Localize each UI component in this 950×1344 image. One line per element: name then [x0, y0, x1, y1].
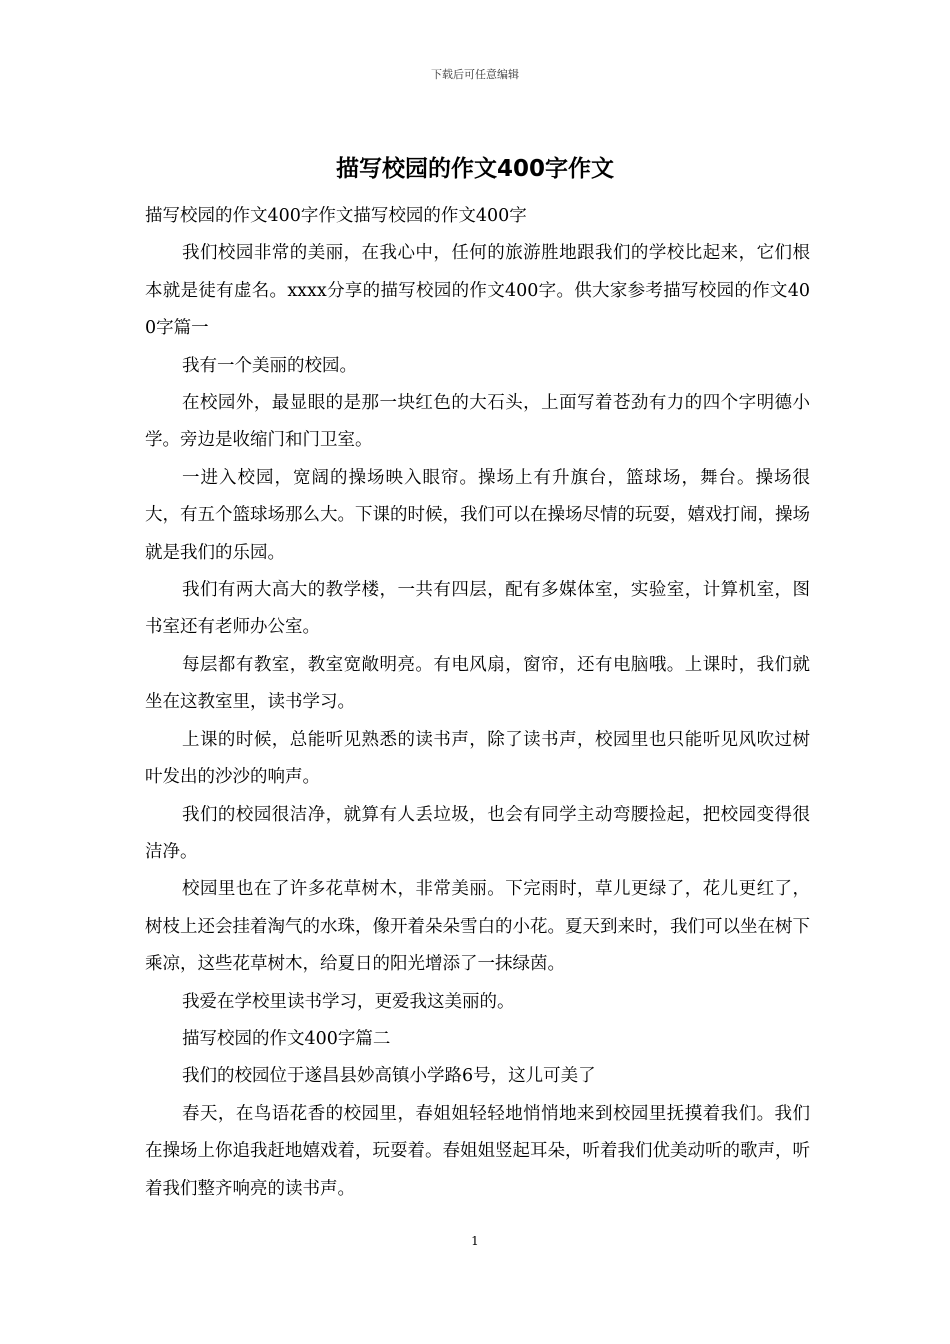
body-paragraph: 我们校园非常的美丽，在我心中，任何的旅游胜地跟我们的学校比起来，它们根本就是徒有虚名。xxxx分享的描写校园的作文400字。供大家参考描写校园的作文400字篇一 — [145, 243, 810, 339]
body-paragraph: 我爱在学校里读书学习，更爱我这美丽的。 — [182, 991, 515, 1012]
body-paragraph: 上课的时候，总能听见熟悉的读书声，除了读书声，校园里也只能听见风吹过树叶发出的沙沙的响声。 — [145, 729, 810, 788]
section-heading: 描写校园的作文400字篇二 — [182, 1028, 391, 1049]
body-paragraph: 我们的校园位于遂昌县妙高镇小学路6号，这儿可美了 — [182, 1066, 596, 1087]
body-paragraph: 每层都有教室，教室宽敞明亮。有电风扇，窗帘，还有电脑哦。上课时，我们就坐在这教室里，读书学习。 — [145, 654, 810, 713]
body-paragraph: 我有一个美丽的校园。 — [182, 355, 357, 376]
body-paragraph: 我们有两大高大的教学楼，一共有四层，配有多媒体室，实验室，计算机室，图书室还有老师办公室。 — [145, 580, 810, 638]
body-paragraph: 春天，在鸟语花香的校园里，春姐姐轻轻地悄悄地来到校园里抚摸着我们。我们在操场上你追我赶地嬉戏着，玩耍着。春姐姐竖起耳朵，听着我们优美动听的歌声，听着我们整齐响亮的读书声。 — [145, 1103, 810, 1199]
body-paragraph: 在校园外，最显眼的是那一块红色的大石头，上面写着苍劲有力的四个字明德小学。旁边是收缩门和门卫室。 — [145, 393, 810, 451]
body-paragraph: 校园里也在了许多花草树木，非常美丽。下完雨时，草儿更绿了，花儿更红了，树枝上还会挂着淘气的水珠，像开着朵朵雪白的小花。夏天到来时，我们可以坐在树下乘凉，这些花草树木，给夏日的阳光增添了一抹绿茵。 — [145, 879, 810, 975]
document-title: 描写校园的作文400字作文 — [335, 156, 614, 182]
page-number: 1 — [471, 1234, 479, 1248]
body-paragraph: 我们的校园很洁净，就算有人丢垃圾，也会有同学主动弯腰捡起，把校园变得很洁净。 — [145, 804, 810, 862]
document-body — [145, 198, 810, 1208]
body-paragraph: 一进入校园，宽阔的操场映入眼帘。操场上有升旗台，篮球场，舞台。操场很大，有五个篮球场那么大。下课的时候，我们可以在操场尽情的玩耍，嬉戏打闹，操场就是我们的乐园。 — [145, 467, 810, 563]
subtitle-paragraph: 描写校园的作文400字作文描写校园的作文400字 — [145, 206, 527, 226]
page-header: 下载后可任意编辑 — [431, 68, 519, 81]
